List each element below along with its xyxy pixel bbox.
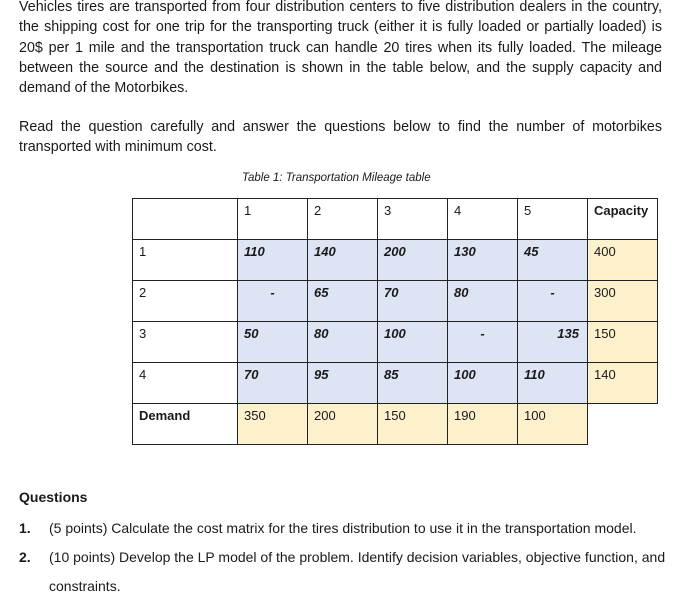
capacity-cell: 140: [588, 363, 658, 404]
col-header-4: 4: [448, 199, 518, 240]
capacity-cell: 150: [588, 322, 658, 363]
mileage-cell: 200: [378, 240, 448, 281]
question-item: [19, 543, 669, 601]
questions-heading: Questions: [19, 489, 88, 505]
row-label: 4: [133, 363, 238, 404]
demand-cell: 100: [518, 404, 588, 445]
mileage-cell: 50: [238, 322, 308, 363]
capacity-header: Capacity: [588, 199, 658, 240]
question-text: (10 points) Develop the LP model of the problem. Identify decision variables, objective function, and constraints.: [49, 549, 666, 594]
demand-cell: 200: [308, 404, 378, 445]
mileage-cell: 140: [308, 240, 378, 281]
demand-label: Demand: [133, 404, 238, 445]
row-label: 1: [133, 240, 238, 281]
instruction-paragraph: Read the question carefully and answer the questions below to find the number of motorbikes transported with minimum cost.: [19, 119, 662, 156]
demand-row: [133, 404, 658, 445]
table-header-row: [133, 199, 658, 240]
mileage-cell: 100: [448, 363, 518, 404]
mileage-cell: -: [448, 322, 518, 363]
question-number: 2.: [19, 549, 31, 565]
mileage-cell: 65: [308, 281, 378, 322]
mileage-cell: 135: [518, 322, 588, 363]
mileage-cell: 130: [448, 240, 518, 281]
mileage-cell: 70: [378, 281, 448, 322]
empty-cell: [588, 404, 658, 445]
col-header-2: 2: [308, 199, 378, 240]
question-item: [19, 514, 669, 543]
mileage-cell: 95: [308, 363, 378, 404]
col-header-1: 1: [238, 199, 308, 240]
demand-cell: 350: [238, 404, 308, 445]
question-text: (5 points) Calculate the cost matrix for the tires distribution to use it in the transportation model.: [49, 520, 637, 536]
mileage-cell: 110: [518, 363, 588, 404]
table-row: [133, 281, 658, 322]
mileage-cell: -: [518, 281, 588, 322]
mileage-cell: 100: [378, 322, 448, 363]
demand-cell: 190: [448, 404, 518, 445]
row-label: 2: [133, 281, 238, 322]
question-number: 1.: [19, 520, 31, 536]
corner-cell: [133, 199, 238, 240]
intro-paragraph: Vehicles tires are transported from four distribution centers to five distribution dealers in the country, the shipping cost for one trip for the transporting truck (either it is fully loaded or partially loaded) is 20$ per 1 mile and the transportation truck can handle 20 tires when its fully loaded. The mileage between the source and the destination is shown in the table below, and the supply capacity and demand of the Motorbikes.: [19, 0, 662, 97]
col-header-3: 3: [378, 199, 448, 240]
col-header-5: 5: [518, 199, 588, 240]
mileage-cell: 70: [238, 363, 308, 404]
table-caption: Table 1: Transportation Mileage table: [242, 172, 431, 184]
mileage-cell: -: [238, 281, 308, 322]
capacity-cell: 300: [588, 281, 658, 322]
mileage-cell: 85: [378, 363, 448, 404]
mileage-cell: 110: [238, 240, 308, 281]
row-label: 3: [133, 322, 238, 363]
table-row: [133, 363, 658, 404]
mileage-cell: 80: [308, 322, 378, 363]
mileage-cell: 80: [448, 281, 518, 322]
table-row: [133, 322, 658, 363]
demand-cell: 150: [378, 404, 448, 445]
mileage-table: [132, 198, 658, 445]
mileage-cell: 45: [518, 240, 588, 281]
capacity-cell: 400: [588, 240, 658, 281]
table-row: [133, 240, 658, 281]
